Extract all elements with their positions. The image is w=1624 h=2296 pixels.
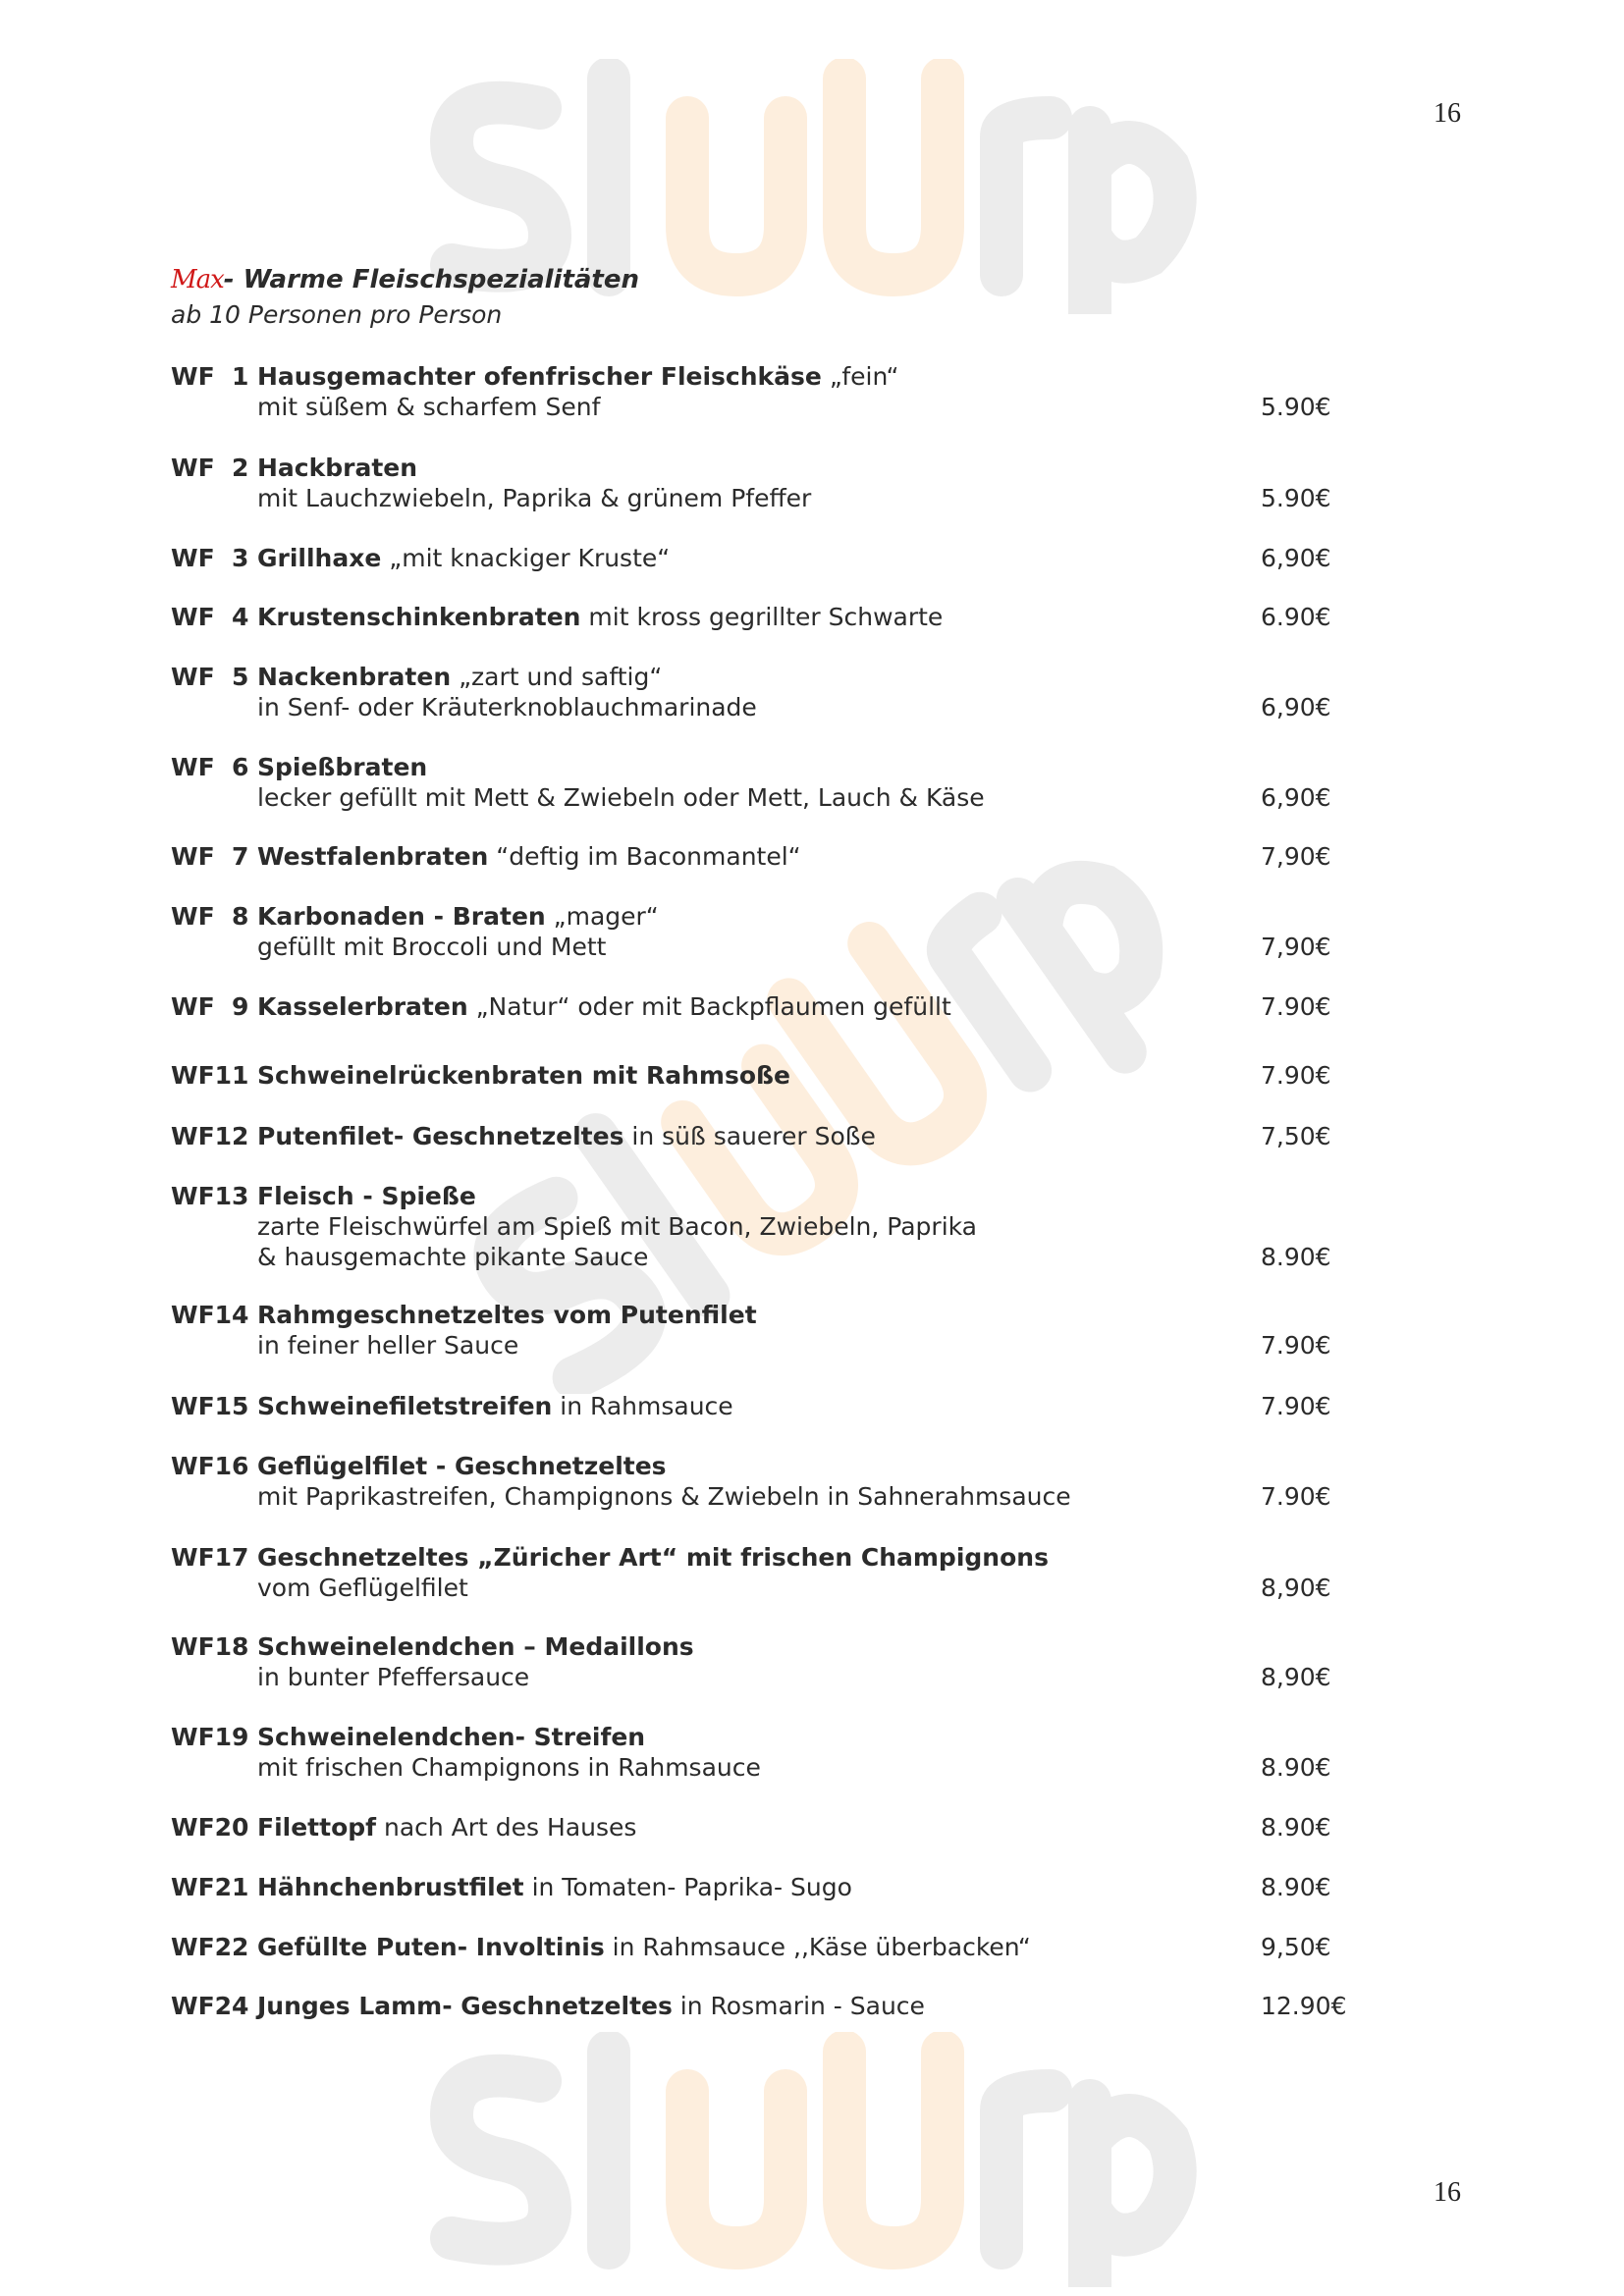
item-description: & hausgemachte pikante Sauce [257,1243,649,1271]
item-name: Putenfilet- Geschnetzeltes [257,1122,624,1150]
brand-logo: Max [171,265,224,294]
item-code: WF16 [171,1452,249,1480]
item-price: 8.90€ [1261,1753,1331,1782]
item-code: WF24 [171,1992,249,2020]
menu-item [171,1722,1231,1783]
item-price: 5.90€ [1261,484,1331,512]
item-note: in Tomaten- Paprika- Sugo [523,1873,852,1901]
menu-item [171,1932,1231,1962]
item-description: vom Geflügelfilet [257,1574,468,1602]
item-price: 6,90€ [1261,544,1331,572]
item-description: mit Paprikastreifen, Champignons & Zwiebeln in Sahnerahmsauce [257,1482,1071,1511]
item-code: WF 6 [171,753,249,781]
menu-item [171,1121,1231,1151]
item-note: nach Art des Hauses [376,1813,637,1842]
item-name: Fleisch - Spieße [257,1182,476,1210]
item-description: in bunter Pfeffersauce [257,1663,530,1691]
item-name: Westfalenbraten [257,842,489,871]
item-note: „mager“ [545,902,659,931]
menu-item [171,752,1231,813]
menu-item [171,1300,1231,1361]
menu-item [171,841,1231,872]
item-note: „Natur“ oder mit Backpflaumen gefüllt [467,992,951,1021]
item-price: 7,90€ [1261,933,1331,961]
item-name: Nackenbraten [257,663,452,691]
item-note: in Rosmarin - Sauce [672,1992,925,2020]
item-price: 5.90€ [1261,393,1331,421]
item-price: 8.90€ [1261,1873,1331,1901]
menu-item [171,1181,1231,1272]
item-code: WF 9 [171,992,249,1021]
item-price: 7.90€ [1261,1482,1331,1511]
item-price: 12.90€ [1261,1992,1347,2020]
item-price: 7.90€ [1261,1061,1331,1090]
item-code: WF 1 [171,362,249,391]
item-price: 6,90€ [1261,783,1331,812]
item-price: 7,50€ [1261,1122,1331,1150]
page-title [171,265,639,294]
item-note: mit kross gegrillter Schwarte [580,603,944,631]
item-name: Spießbraten [257,753,428,781]
item-note: „mit knackiger Kruste“ [381,544,671,572]
item-name: Hähnchenbrustfilet [257,1873,524,1901]
item-code: WF 7 [171,842,249,871]
menu-item [171,991,1231,1022]
item-code: WF12 [171,1122,249,1150]
item-code: WF22 [171,1933,249,1961]
menu-item [171,453,1231,513]
item-code: WF17 [171,1543,249,1572]
item-note: in Rahmsauce ,,Käse überbacken“ [604,1933,1031,1961]
item-price: 8,90€ [1261,1574,1331,1602]
menu-item [171,1391,1231,1421]
item-code: WF19 [171,1723,249,1751]
item-code: WF 8 [171,902,249,931]
item-name: Schweinelendchen- Streifen [257,1723,646,1751]
menu-item [171,1542,1231,1603]
item-code: WF21 [171,1873,249,1901]
item-name: Geflügelfilet - Geschnetzeltes [257,1452,667,1480]
page-number-top: 16 [1434,98,1461,129]
item-code: WF 3 [171,544,249,572]
item-name: Grillhaxe [257,544,382,572]
item-price: 6.90€ [1261,603,1331,631]
page-subtitle: ab 10 Personen pro Person [171,300,503,329]
menu-item [171,901,1231,962]
item-name: Junges Lamm- Geschnetzeltes [257,1992,673,2020]
item-price: 7,90€ [1261,842,1331,871]
item-code: WF 2 [171,454,249,482]
item-name: Kasselerbraten [257,992,468,1021]
item-price: 7.90€ [1261,992,1331,1021]
item-name: Gefüllte Puten- Involtinis [257,1933,605,1961]
item-name: Hausgemachter ofenfrischer Fleischkäse [257,362,822,391]
item-name: Filettopf [257,1813,377,1842]
item-note: in Rahmsauce [552,1392,733,1420]
menu-item [171,1812,1231,1842]
item-name: Hackbraten [257,454,418,482]
menu-item [171,1060,1231,1091]
item-description: lecker gefüllt mit Mett & Zwiebeln oder Mett, Lauch & Käse [257,783,985,812]
item-description: zarte Fleischwürfel am Spieß mit Bacon, Zwiebeln, Paprika [257,1212,977,1241]
watermark-logo-bottom [412,2032,1237,2287]
menu-item [171,1451,1231,1512]
menu-item [171,1991,1231,2021]
page-number-bottom: 16 [1434,2177,1461,2208]
item-code: WF11 [171,1061,249,1090]
item-name: Schweinelendchen – Medaillons [257,1632,694,1661]
item-note: “deftig im Baconmantel“ [488,842,801,871]
item-code: WF13 [171,1182,249,1210]
title-text: - Warme Fleischspezialitäten [223,265,639,294]
item-name: Rahmgeschnetzeltes vom Putenfilet [257,1301,757,1329]
item-note: in süß sauerer Soße [623,1122,876,1150]
item-name: Krustenschinkenbraten [257,603,581,631]
item-price: 8.90€ [1261,1813,1331,1842]
item-description: mit süßem & scharfem Senf [257,393,601,421]
item-price: 6,90€ [1261,693,1331,721]
item-note: „zart und saftig“ [451,663,663,691]
item-description: in feiner heller Sauce [257,1331,519,1360]
item-name: Geschnetzeltes „Züricher Art“ mit frischen Champignons [257,1543,1049,1572]
item-code: WF14 [171,1301,249,1329]
item-code: WF 4 [171,603,249,631]
menu-item [171,543,1231,573]
item-price: 7.90€ [1261,1331,1331,1360]
item-description: mit frischen Champignons in Rahmsauce [257,1753,761,1782]
item-price: 9,50€ [1261,1933,1331,1961]
menu-item [171,662,1231,722]
item-name: Schweinelrückenbraten mit Rahmsoße [257,1061,790,1090]
item-description: mit Lauchzwiebeln, Paprika & grünem Pfeffer [257,484,812,512]
item-price: 7.90€ [1261,1392,1331,1420]
item-name: Schweinefiletstreifen [257,1392,553,1420]
item-code: WF15 [171,1392,249,1420]
item-code: WF20 [171,1813,249,1842]
item-price: 8.90€ [1261,1243,1331,1271]
item-description: in Senf- oder Kräuterknoblauchmarinade [257,693,757,721]
item-price: 8,90€ [1261,1663,1331,1691]
menu-item [171,1631,1231,1692]
item-name: Karbonaden - Braten [257,902,546,931]
item-note: „fein“ [821,362,899,391]
item-code: WF 5 [171,663,249,691]
item-description: gefüllt mit Broccoli und Mett [257,933,607,961]
menu-item [171,602,1231,632]
menu-item [171,1872,1231,1902]
menu-item [171,361,1231,422]
item-code: WF18 [171,1632,249,1661]
